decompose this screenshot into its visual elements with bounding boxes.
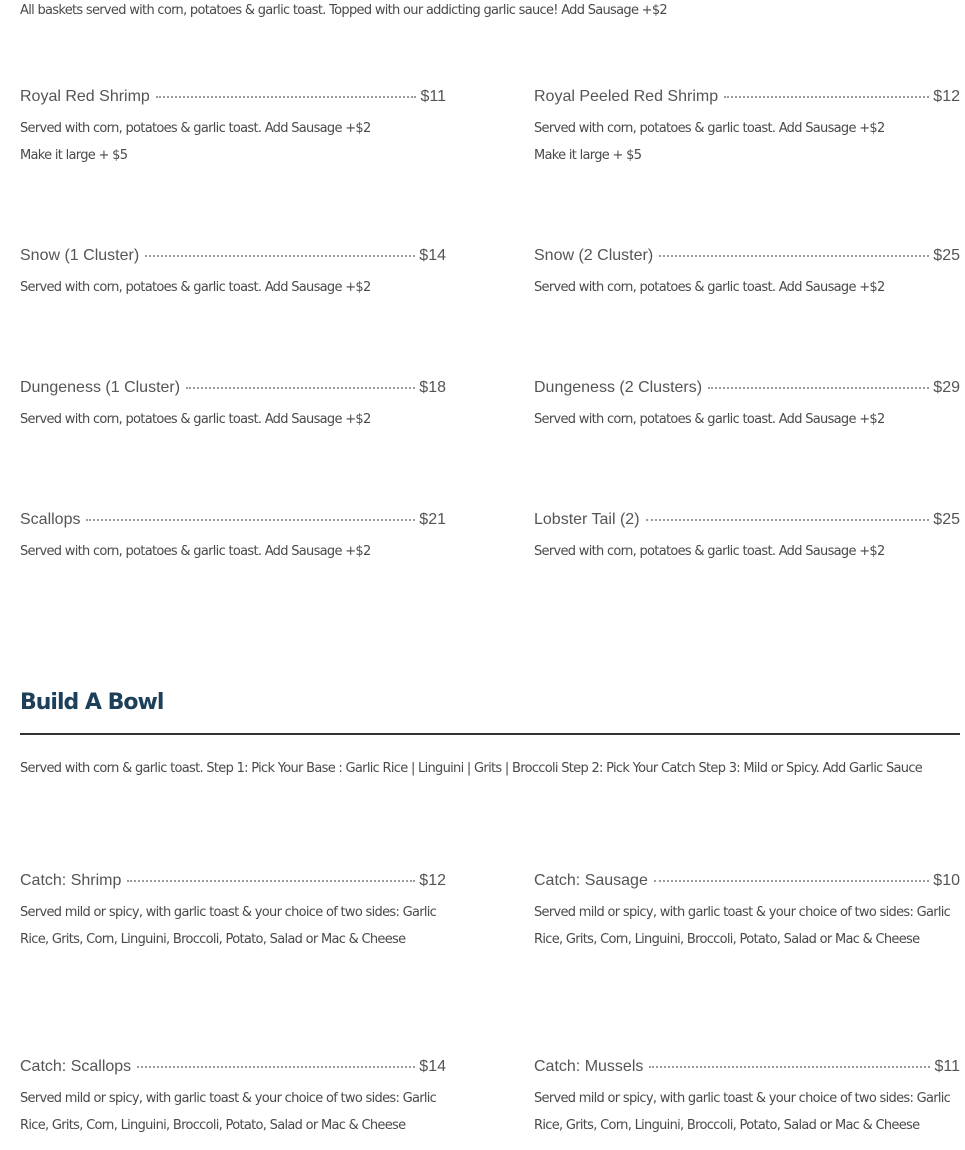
- menu-item-description: Served with corn, potatoes & garlic toast. Add Sausage +$2: [534, 412, 885, 427]
- dot-leader: [646, 519, 930, 521]
- dot-leader: [127, 880, 415, 882]
- menu-item-price: $10: [933, 872, 960, 889]
- dot-leader: [145, 255, 415, 257]
- menu-item-name: Royal Red Shrimp: [20, 88, 150, 105]
- menu-item: [534, 1057, 960, 1139]
- menu-item-price: $12: [933, 88, 960, 105]
- menu-item-name: Snow (1 Cluster): [20, 247, 140, 264]
- menu-item-header: [534, 87, 960, 107]
- menu-item-description: Served with corn, potatoes & garlic toast. Add Sausage +$2 Make it large + $5: [20, 121, 371, 163]
- menu-item: [20, 378, 446, 433]
- menu-item-name: Dungeness (2 Clusters): [534, 379, 703, 396]
- menu-item-description: Served with corn, potatoes & garlic toast. Add Sausage +$2: [534, 280, 885, 295]
- menu-item-header: [20, 246, 446, 266]
- menu-item: [534, 510, 960, 565]
- section-title: Build A Bowl: [20, 690, 164, 715]
- dot-leader: [86, 519, 415, 521]
- menu-item-description: Served with corn, potatoes & garlic toast. Add Sausage +$2: [534, 544, 885, 559]
- menu-item-header: [20, 378, 446, 398]
- menu-item-description: Served mild or spicy, with garlic toast & your choice of two sides: Garlic Rice, Grits, Corn, Linguini, Broccoli, Potato, Salad or Mac & Cheese: [20, 1091, 437, 1133]
- section-divider: [20, 733, 960, 735]
- menu-item-name: Snow (2 Cluster): [534, 247, 654, 264]
- menu-item-header: [534, 510, 960, 530]
- menu-item: [20, 246, 446, 301]
- menu-item-header: [20, 1057, 446, 1077]
- menu-item-price: $29: [933, 379, 960, 396]
- menu-item-description: Served with corn, potatoes & garlic toast. Add Sausage +$2: [20, 544, 371, 559]
- menu-item: [20, 510, 446, 565]
- dot-leader: [137, 1066, 415, 1068]
- menu-item: [534, 246, 960, 301]
- menu-item-name: Catch: Sausage: [534, 872, 648, 889]
- menu-item-name: Royal Peeled Red Shrimp: [534, 88, 719, 105]
- menu-item-description: Served with corn, potatoes & garlic toast. Add Sausage +$2 Make it large + $5: [534, 121, 885, 163]
- menu-item-name: Catch: Shrimp: [20, 872, 122, 889]
- menu-item-header: [534, 378, 960, 398]
- dot-leader: [724, 96, 929, 98]
- menu-item-header: [534, 246, 960, 266]
- menu-item-price: $11: [420, 88, 446, 105]
- dot-leader: [156, 96, 417, 98]
- menu-item: [534, 871, 960, 953]
- menu-item-header: [20, 87, 446, 107]
- menu-item-header: [20, 510, 446, 530]
- dot-leader: [649, 1066, 930, 1068]
- menu-item: [20, 87, 446, 169]
- section-description: Served with corn & garlic toast. Step 1: Pick Your Base : Garlic Rice | Linguini | Grits | Broccoli Step 2: Pick Your Catch Step 3: Mild or Spicy. Add Garlic Sauce: [20, 761, 923, 776]
- menu-item-price: $14: [419, 247, 446, 264]
- menu-item-name: Lobster Tail (2): [534, 511, 640, 528]
- menu-item: [534, 87, 960, 169]
- menu-item-name: Catch: Mussels: [534, 1058, 644, 1075]
- menu-item-header: [534, 1057, 960, 1077]
- menu-item: [534, 378, 960, 433]
- dot-leader: [659, 255, 929, 257]
- menu-item-price: $14: [419, 1058, 446, 1075]
- menu-item: [20, 1057, 446, 1139]
- menu-item-price: $12: [419, 872, 446, 889]
- menu-item-price: $25: [933, 511, 960, 528]
- menu-item-price: $11: [934, 1058, 960, 1075]
- dot-leader: [654, 880, 929, 882]
- dot-leader: [186, 387, 415, 389]
- menu-item-header: [20, 871, 446, 891]
- menu-item-description: Served with corn, potatoes & garlic toast. Add Sausage +$2: [20, 412, 371, 427]
- menu-item-description: Served mild or spicy, with garlic toast & your choice of two sides: Garlic Rice, Grits, Corn, Linguini, Broccoli, Potato, Salad or Mac & Cheese: [20, 905, 437, 947]
- baskets-intro: All baskets served with corn, potatoes & garlic toast. Topped with our addicting garlic sauce! Add Sausage +$2: [20, 3, 668, 18]
- menu-item-price: $25: [933, 247, 960, 264]
- menu-item-price: $21: [419, 511, 446, 528]
- dot-leader: [708, 387, 929, 389]
- menu-item-description: Served with corn, potatoes & garlic toast. Add Sausage +$2: [20, 280, 371, 295]
- menu-item-name: Dungeness (1 Cluster): [20, 379, 181, 396]
- menu-item: [20, 871, 446, 953]
- menu-item-description: Served mild or spicy, with garlic toast & your choice of two sides: Garlic Rice, Grits, Corn, Linguini, Broccoli, Potato, Salad or Mac & Cheese: [534, 1091, 951, 1133]
- menu-item-name: Catch: Scallops: [20, 1058, 132, 1075]
- menu-item-name: Scallops: [20, 511, 81, 528]
- menu-item-price: $18: [419, 379, 446, 396]
- menu-item-description: Served mild or spicy, with garlic toast & your choice of two sides: Garlic Rice, Grits, Corn, Linguini, Broccoli, Potato, Salad or Mac & Cheese: [534, 905, 951, 947]
- menu-item-header: [534, 871, 960, 891]
